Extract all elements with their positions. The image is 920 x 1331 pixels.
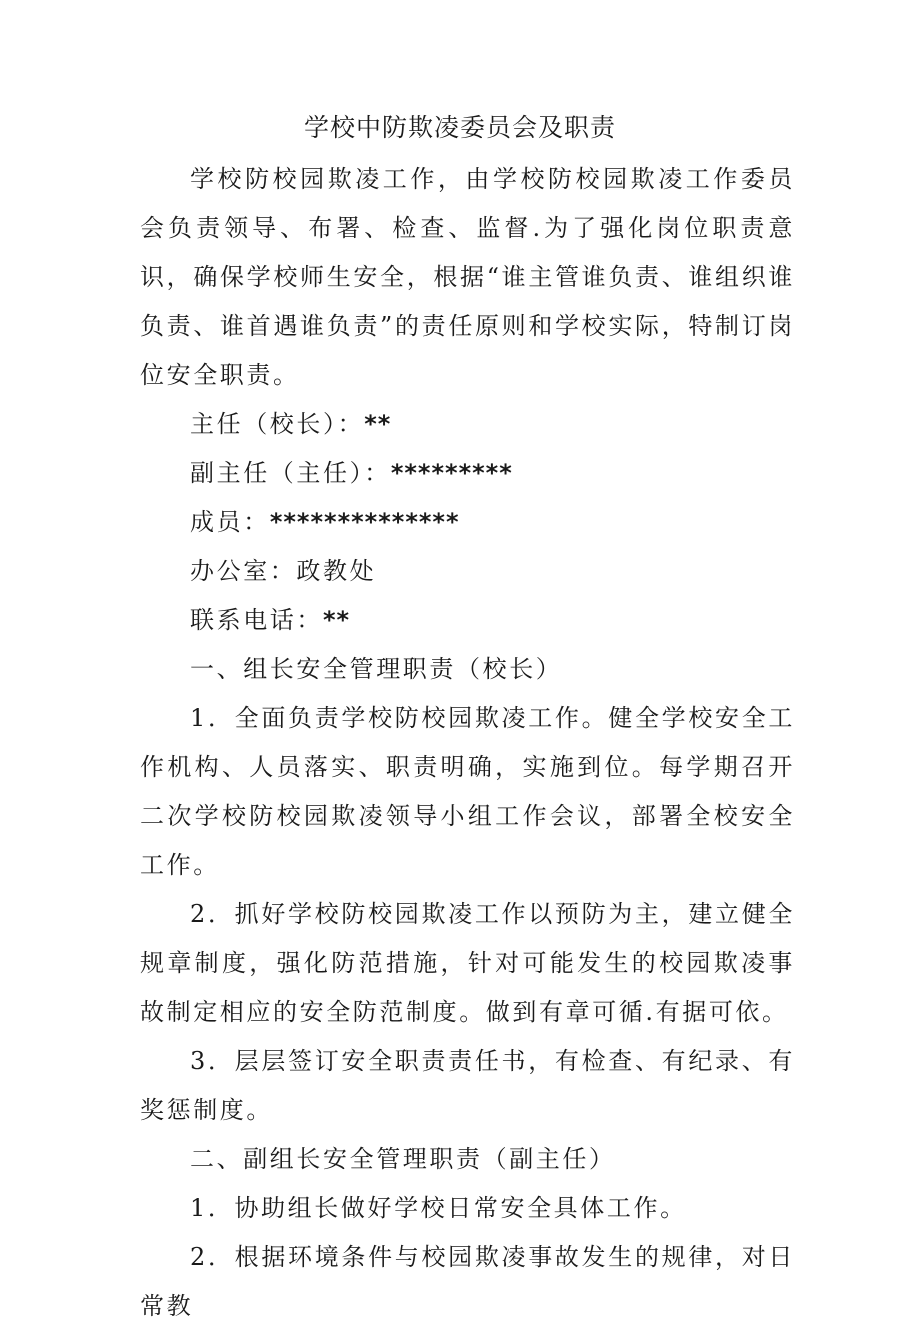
member-line — [140, 498, 795, 547]
member-value: ************** — [269, 508, 460, 536]
director-line — [140, 400, 795, 449]
section1-item-1: 1．全面负责学校防校园欺凌工作。健全学校安全工作机构、人员落实、职责明确，实施到位。每学期召开二次学校防校园欺凌领导小组工作会议，部署全校安全工作。 — [140, 704, 795, 879]
intro-paragraph: 学校防校园欺凌工作，由学校防校园欺凌工作委员会负责领导、布署、检查、监督.为了强化岗位职责意识，确保学校师生安全，根据“谁主管谁负责、谁组织谁负责、谁首遇谁负责”的责任原则和学校实际，特制订岗位安全职责。 — [140, 165, 795, 389]
phone-label: 联系电话： — [190, 606, 323, 634]
office-line — [140, 547, 795, 596]
section2-item-2: 2．根据环境条件与校园欺凌事故发生的规律，对日常教 — [140, 1243, 795, 1320]
section1-item-3: 3．层层签订安全职责责任书，有检查、有纪录、有奖惩制度。 — [140, 1047, 795, 1124]
office-value: 政教处 — [296, 557, 377, 585]
phone-line — [140, 596, 795, 645]
phone-value: ** — [323, 606, 351, 634]
member-label: 成员： — [190, 508, 270, 536]
deputy-line — [140, 449, 795, 498]
document-title: 学校中防欺凌委员会及职责 — [303, 113, 616, 142]
director-label: 主任（校长）： — [190, 410, 365, 438]
section1-item-2: 2．抓好学校防校园欺凌工作以预防为主，建立健全规章制度，强化防范措施，针对可能发生的校园欺凌事故制定相应的安全防范制度。做到有章可循.有据可依。 — [140, 900, 795, 1026]
office-label: 办公室： — [190, 557, 297, 585]
document-body — [140, 155, 795, 1331]
section1-heading: 一、组长安全管理职责（校长） — [190, 655, 563, 683]
director-value: ** — [364, 410, 392, 438]
section2-item-1: 1．协助组长做好学校日常安全具体工作。 — [190, 1194, 687, 1222]
deputy-value: ********* — [390, 459, 513, 487]
section2-heading: 二、副组长安全管理职责（副主任） — [190, 1145, 616, 1173]
deputy-label: 副主任（主任）： — [190, 459, 391, 487]
